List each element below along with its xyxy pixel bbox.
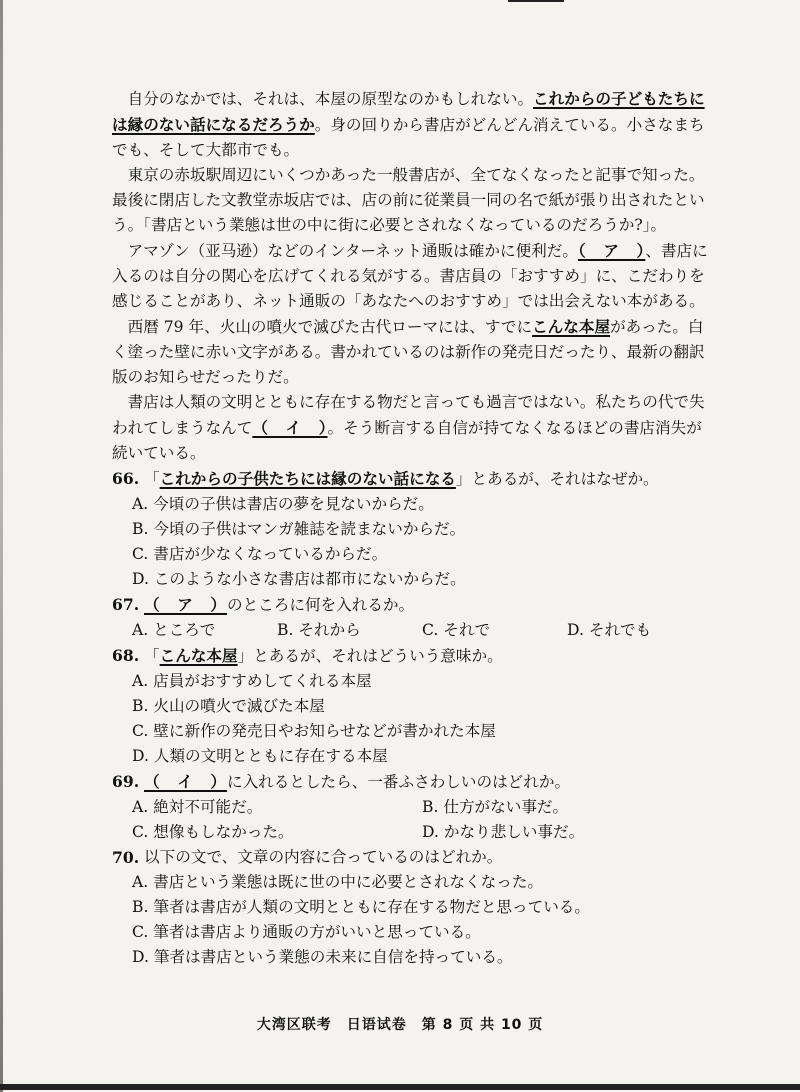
q66-option-a: A. 今頃の子供は書店の夢を見ないからだ。 <box>132 495 434 513</box>
passage-paragraph-3: アマゾン（亚马逊）などのインターネット通販は確かに便利だ。（ ア ）、書店に入るのは自分の関心を広げてくれる気がする。書店員の「おすすめ」に、こだわりを感じることがあり、ネット通販の「あなたへのおすすめ」では出会えない本がある。 <box>112 241 708 310</box>
blank-i: （ イ ） <box>252 418 328 437</box>
question-70: 70. 以下の文で、文章の内容に合っているのはどれか。 <box>112 845 712 870</box>
q67-options <box>132 618 712 643</box>
underlined-phrase-2: こんな本屋 <box>532 317 611 336</box>
q70-option-a: A. 書店という業態は既に世の中に必要とされなくなった。 <box>132 873 544 891</box>
q68-option-b: B. 火山の噴火で滅びた本屋 <box>132 697 325 715</box>
q67-option-d: D. それでも <box>567 621 652 639</box>
question-number: 66. <box>112 469 140 488</box>
q68-option-c: C. 壁に新作の発売日やお知らせなどが書かれた本屋 <box>132 722 496 740</box>
question-underline: これからの子供たちには縁のない話になる <box>159 469 456 488</box>
q66-option-c: C. 書店が少なくなっているからだ。 <box>132 545 388 563</box>
passage-paragraph-1: 自分のなかでは、それは、本屋の原型なのかもしれない。これからの子どもたちには縁のない話になるだろうか。身の回りから書店がどんどん消えている。小さなまちでも、そして大都市でも。 <box>112 89 705 159</box>
question-69: 69. （ イ ）に入れるとしたら、一番ふさわしいのはどれか。 <box>112 769 712 795</box>
question-number: 68. <box>112 646 140 665</box>
exam-content <box>112 86 712 970</box>
question-underline: こんな本屋 <box>159 646 238 665</box>
bottom-edge-line <box>0 1084 800 1090</box>
q69-option-b: B. 仕方がない事だ。 <box>422 798 569 816</box>
underlined-phrase-1: これからの子どもたちには縁のない話になるだろうか <box>112 89 705 134</box>
q68-option-d: D. 人類の文明とともに存在する本屋 <box>132 747 388 765</box>
top-edge-line <box>508 0 564 2</box>
left-page-edge <box>0 0 3 1092</box>
q66-option-b: B. 今頃の子供はマンガ雑誌を読まないからだ。 <box>132 520 466 538</box>
question-number: 70. <box>112 848 140 867</box>
question-number: 69. <box>112 772 140 791</box>
passage-paragraph-4: 西暦 79 年、火山の噴火で滅びた古代ローマには、すでにこんな本屋があった。白く塗った壁に赤い文字がある。書かれているのは新作の発売日だったり、最新の翻訳版のお知らせだったりだ。 <box>112 317 705 386</box>
q70-option-c: C. 筆者は書店より通販の方がいいと思っている。 <box>132 923 481 941</box>
question-67: 67. （ ア ）のところに何を入れるか。 <box>112 592 712 618</box>
question-blank: （ ア ） <box>144 595 227 614</box>
q69-option-d: D. かなり悲しい事だ。 <box>422 823 585 841</box>
q69-option-a: A. 絶対不可能だ。 <box>132 798 263 816</box>
question-68: 68. 「こんな本屋」とあるが、それはどういう意味か。 <box>112 643 712 669</box>
question-number: 67. <box>112 595 140 614</box>
q69-options-row-2 <box>132 820 712 845</box>
passage-paragraph-5: 書店は人類の文明とともに存在する物だと言っても過言ではない。私たちの代で失われてしまうなんて（ イ ）。そう断言する自信が持てなくなるほどの書店消失が続いている。 <box>112 393 705 462</box>
question-blank: （ イ ） <box>144 772 227 791</box>
q69-option-c: C. 想像もしなかった。 <box>132 823 294 841</box>
q68-option-a: A. 店員がおすすめしてくれる本屋 <box>132 672 372 690</box>
q69-options-row-1 <box>132 795 712 820</box>
q67-option-c: C. それで <box>422 621 491 639</box>
q70-option-b: B. 筆者は書店が人類の文明とともに存在する物だと思っている。 <box>132 898 590 916</box>
q70-option-d: D. 筆者は書店という業態の未来に自信を持っている。 <box>132 948 513 966</box>
q66-option-d: D. このような小さな書店は都市にないからだ。 <box>132 570 466 588</box>
question-66: 66. 「これからの子供たちには縁のない話になる」とあるが、それはなぜか。 <box>112 466 712 492</box>
blank-a: （ ア ） <box>577 241 646 260</box>
q67-option-a: A. ところで <box>132 621 216 639</box>
q67-option-b: B. それから <box>277 621 361 639</box>
page-footer: 大湾区联考 日语试卷 第 8 页 共 10 页 <box>256 1017 544 1033</box>
passage-paragraph-2: 東京の赤坂駅周辺にいくつかあった一般書店が、全てなくなったと記事で知った。最後に閉店した文教堂赤坂店では、店の前に従業員一同の名で紙が張り出されたという。「書店という業態は世の中に街に必要とされなくなっているのだろうか?」。 <box>112 166 705 234</box>
